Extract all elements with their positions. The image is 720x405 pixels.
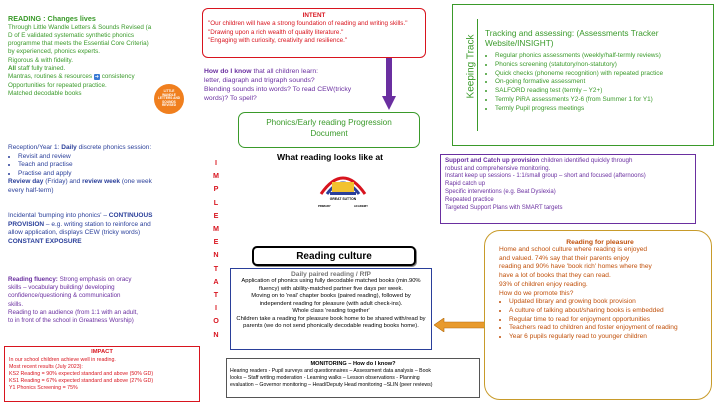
- pleasure-line-5: 93% of children enjoy reading.: [499, 280, 588, 288]
- progression-line-1: Phonics/Early reading Progression: [266, 118, 392, 127]
- intent-box: [202, 8, 426, 58]
- pleasure-title: Reading for pleasure: [566, 239, 634, 246]
- support-line-2: robust and comprehensive monitoring.: [445, 165, 551, 173]
- keeping-track-box: [452, 4, 714, 146]
- mantras-line: Mantras, routines & resources ➜ consistency: [8, 73, 135, 81]
- impact-line-4: KS1 Reading = 67% expected standard and above (27% GD): [9, 377, 154, 384]
- list-item: • SALFORD reading test (termly – Y2+): [495, 87, 707, 96]
- list-item: • Updated library and growing book provision: [509, 298, 701, 307]
- support-line-1: Support and Catch up provision children identified quickly through: [445, 157, 633, 164]
- daily-paired-box: [230, 268, 432, 350]
- little-wandle-logo-text: LITTLE WANDLE LETTERS AND SOUNDS REVISED: [157, 89, 181, 108]
- what-reading-title: What reading looks like at: [276, 152, 383, 162]
- impact-line-3: KS2 Reading = 90% expected standard and above (50% GD): [9, 370, 154, 377]
- opportunities-line: Opportunities for repeated practice.: [8, 81, 107, 89]
- down-arrow-icon: [382, 58, 396, 110]
- support-item-3: Specific interventions (e.g. Beat Dyslexia): [445, 189, 556, 196]
- list-item: • Regular time to read for enjoyment opportunities: [509, 316, 701, 325]
- daily-paired-line-6: Children take a reading for pleasure book home to be shared with/read by: [236, 315, 426, 322]
- daily-paired-line-4: independent reading for pleasure (with adult check-ins).: [259, 300, 403, 307]
- reading-changes-line-3: programme that meets the Essential Core Criteria): [8, 40, 149, 48]
- support-item-2: Rapid catch up: [445, 181, 486, 188]
- list-item: • On-going formative assessment: [495, 78, 707, 87]
- pleasure-line-6: How do we promote this?: [499, 289, 574, 297]
- keeping-track-list: [485, 52, 707, 114]
- little-wandle-logo: [154, 84, 184, 114]
- keeping-track-title-2: Website/INSIGHT): [485, 37, 554, 48]
- intent-title: INTENT: [302, 12, 326, 19]
- intent-line-3: "Engaging with curiosity, creativity and resilience.": [208, 36, 348, 44]
- daily-paired-line-5: Whole class 'reading together': [292, 308, 370, 315]
- list-item: • Quick checks (phoneme recognition) with repeated practice: [495, 70, 707, 79]
- reading-changes-title: READING : Changes lives: [8, 14, 96, 23]
- decodable-line: Matched decodable books: [8, 89, 82, 97]
- monitoring-line-1: Hearing readers - Pupil surveys and questionnaires – Assessment data analysis – Book: [230, 368, 431, 375]
- impact-line-5: Y1 Phonics Screening = 75%: [9, 384, 78, 391]
- daily-paired-line-7: parents (we do not send phonically decodable reading books home).: [243, 323, 419, 330]
- list-item: • Practise and apply: [18, 170, 208, 179]
- monitoring-line-2: looks – Staff writing moderation - Learning walks – Lesson observations - Planning: [230, 375, 420, 382]
- reading-culture-title: Reading culture: [296, 251, 372, 262]
- keeping-track-label: Keeping Track: [465, 34, 477, 99]
- daily-paired-title: Daily paired reading / RfP: [291, 271, 371, 278]
- reading-changes-section: [8, 14, 208, 98]
- school-logo-name: GREAT SUTTON: [329, 197, 357, 201]
- progression-document-box: [238, 112, 420, 148]
- arrow-right-icon: ➜: [94, 74, 99, 81]
- pleasure-line-2: and valued. 74% say that their parents enjoy: [499, 254, 630, 262]
- monitoring-box: [226, 358, 480, 398]
- list-item: • Phonics screening (statutory/non-statutory): [495, 61, 707, 70]
- reading-pleasure-box: [484, 230, 712, 400]
- support-box: [440, 154, 696, 224]
- incidental-section: Incidental 'bumping into phonics' – CONTINUOUS PROVISION – e.g. writing station to reinforce and allow application, displays CEW (tricky words) CONSTANT EXPOSURE: [8, 212, 153, 245]
- impact-line-1: In our school children achieve well in reading.: [9, 356, 116, 363]
- reading-changes-line-1: Through Little Wandle Letters & Sounds Revised (a: [8, 23, 152, 31]
- school-logo-left: PRIMARY: [318, 204, 331, 208]
- school-logo-icon: [318, 168, 368, 200]
- progression-line-2: Document: [310, 128, 348, 138]
- impact-title: IMPACT: [91, 349, 113, 355]
- daily-paired-line-3: Moving on to 'real' chapter books (paired reading), followed by: [251, 293, 411, 300]
- list-item: • Regular phonics assessments (weekly/half-termly reviews): [495, 52, 707, 61]
- support-item-4: Repeated practice: [445, 197, 494, 204]
- pleasure-line-4: have a lot of books that they can read.: [499, 272, 611, 280]
- reading-changes-line-2: D of E validated systematic synthetic phonics: [8, 31, 134, 39]
- list-item: • Year 6 pupils regularly read to younger children: [509, 333, 701, 342]
- staff-trained: All staff fully trained.: [8, 64, 66, 72]
- pleasure-list: [499, 298, 701, 342]
- keeping-track-divider: [477, 19, 478, 131]
- support-item-1: Instant keep up sessions - 1:1/small group – short and focused (afternoons): [445, 173, 646, 180]
- implementation-label: I M P L E M E N T A T I O N: [213, 158, 219, 339]
- daily-paired-line-2: fluency) with ability-matched partner five days per week.: [258, 285, 404, 292]
- monitoring-line-3: evaluation – Governor monitoring – Head/Deputy Head monitoring –SLIN (peer reviews): [230, 382, 433, 389]
- reading-changes-line-4: by experienced, phonics experts.: [8, 48, 101, 56]
- list-item: • A culture of talking about/sharing books is embedded: [509, 307, 701, 316]
- monitoring-title: MONITORING – How do I know?: [310, 361, 396, 367]
- intent-line-1: "Our children will have a strong foundation of reading and writing skills.": [208, 20, 408, 28]
- reception-section: Reception/Year 1: Daily discrete phonics session: • Revisit and review • Teach and practise • Practise and apply Review day (Friday) and review week (one week every half-term): [8, 144, 208, 195]
- impact-line-2: Most recent results (July 2023):: [9, 363, 83, 370]
- support-item-5: Targeted Support Plans with SMART targets: [445, 205, 563, 211]
- list-item: • Termly Pupil progress meetings: [495, 105, 707, 114]
- reading-fluency-section: Reading fluency: Strong emphasis on oracy skills – vocabulary building/ developing confidence/questioning & communication skills. Reading to an audience (from 1:1 with an adult, to in front of the school in Greatness Worship): [8, 276, 139, 324]
- pleasure-line-1: Home and school culture where reading is enjoyed: [499, 246, 648, 253]
- pleasure-line-3: reading and 90% have 'book rich' homes where they: [499, 263, 652, 271]
- list-item: • Teachers read to children and foster enjoyment of reading: [509, 324, 701, 333]
- list-item: • Teach and practise: [18, 161, 208, 170]
- reading-changes-line-5: Rigorous & with fidelity.: [8, 56, 73, 64]
- daily-paired-line-1: Application of phonics using fully decodable matched books (min.90%: [241, 278, 421, 284]
- keeping-track-title-1: Tracking and assessing: (Assessments Tracker: [485, 28, 659, 38]
- how-do-i-know-text: How do I know that all children learn: letter, diagraph and trigraph sounds? Blending sounds into words? To read CEW(tricky words)? To spell?: [204, 68, 352, 102]
- list-item: • Termly PiRA assessments Y2-6 (from Summer 1 for Y1): [495, 96, 707, 105]
- list-item: • Revisit and review: [18, 153, 208, 162]
- school-logo: [318, 168, 368, 212]
- intent-line-2: "Drawing upon a rich wealth of quality literature.": [208, 28, 344, 36]
- school-logo-right: ACADEMY: [353, 204, 368, 208]
- reception-list: [8, 153, 208, 179]
- reading-culture-box: [252, 246, 416, 266]
- impact-box: [4, 346, 200, 402]
